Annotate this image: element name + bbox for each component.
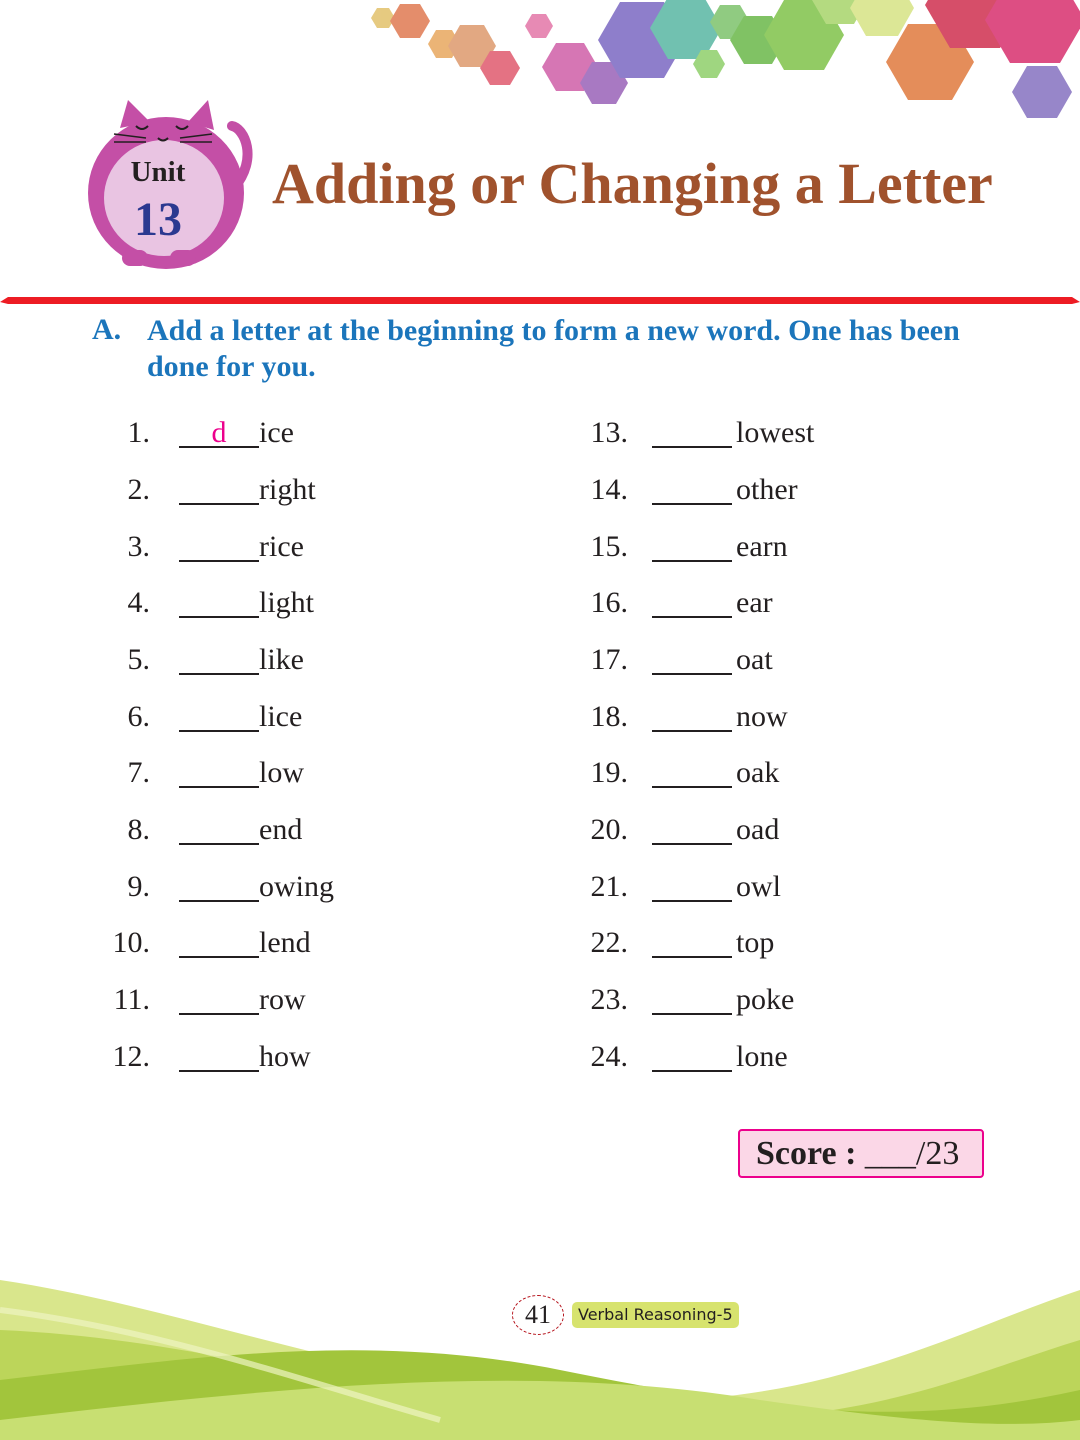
- item-word: oat: [736, 643, 773, 676]
- answer-blank[interactable]: [652, 413, 732, 448]
- item-word: right: [259, 473, 316, 506]
- item-word: light: [259, 586, 315, 619]
- item-number: 9.: [127, 870, 150, 903]
- item-number: 5.: [127, 643, 150, 676]
- score-label: Score :: [756, 1135, 857, 1172]
- answer-blank[interactable]: [652, 753, 732, 788]
- item-word: earn: [736, 530, 788, 563]
- item-number: 12.: [112, 1040, 150, 1073]
- item-word: lone: [736, 1040, 788, 1073]
- item-word: oad: [736, 813, 780, 846]
- exercise-item: [0, 1037, 1000, 1077]
- item-word: row: [259, 983, 306, 1016]
- score-value[interactable]: ___/23: [864, 1135, 960, 1172]
- answer-blank[interactable]: [652, 980, 732, 1015]
- item-word: ice: [259, 416, 294, 449]
- section-instruction: Add a letter at the beginning to form a new word. One has been done for you.: [147, 314, 960, 383]
- title-divider: [0, 296, 1080, 308]
- item-number: 7.: [127, 756, 150, 789]
- page-title: Adding or Changing a Letter: [272, 151, 993, 216]
- item-word: ear: [736, 586, 773, 619]
- exercise-item: [0, 867, 1000, 907]
- answer-blank[interactable]: [652, 867, 732, 902]
- item-number: 14.: [590, 473, 628, 506]
- item-number: 2.: [127, 473, 150, 506]
- item-word: top: [736, 926, 775, 959]
- answer-blank[interactable]: [652, 810, 732, 845]
- item-number: 24.: [590, 1040, 628, 1073]
- page-number: 41: [512, 1295, 564, 1335]
- item-word: rice: [259, 530, 304, 563]
- answer-blank[interactable]: [652, 583, 732, 618]
- item-number: 11.: [113, 983, 150, 1016]
- section-letter: A.: [92, 313, 122, 346]
- item-number: 8.: [127, 813, 150, 846]
- book-title-tag: Verbal Reasoning-5: [572, 1302, 739, 1328]
- item-word: like: [259, 643, 304, 676]
- item-word: how: [259, 1040, 311, 1073]
- item-number: 19.: [590, 756, 628, 789]
- item-word: end: [259, 813, 303, 846]
- item-number: 21.: [590, 870, 628, 903]
- item-word: other: [736, 473, 798, 506]
- item-number: 18.: [590, 700, 628, 733]
- unit-number: 13: [134, 193, 182, 246]
- answer-blank[interactable]: [652, 1037, 732, 1072]
- item-number: 1.: [127, 416, 150, 449]
- item-word: oak: [736, 756, 780, 789]
- item-number: 17.: [590, 643, 628, 676]
- item-number: 23.: [590, 983, 628, 1016]
- answer-blank[interactable]: [652, 470, 732, 505]
- item-word: now: [736, 700, 788, 733]
- exercise-item: [0, 583, 1000, 623]
- answer-blank[interactable]: [652, 923, 732, 958]
- item-word: owl: [736, 870, 781, 903]
- exercise-item: [0, 640, 1000, 680]
- item-word: owing: [259, 870, 334, 903]
- item-word: poke: [736, 983, 795, 1016]
- item-word: lowest: [736, 416, 815, 449]
- exercise-item: [0, 527, 1000, 567]
- exercise-item: [0, 413, 1000, 453]
- exercise-item: [0, 753, 1000, 793]
- score-box: [738, 1129, 984, 1178]
- item-word: low: [259, 756, 304, 789]
- item-number: 13.: [590, 416, 628, 449]
- exercise-item: [0, 980, 1000, 1020]
- item-word: lice: [259, 700, 303, 733]
- item-number: 3.: [127, 530, 150, 563]
- answer-blank[interactable]: [652, 527, 732, 562]
- exercise-item: [0, 697, 1000, 737]
- answer-text: d: [211, 416, 227, 449]
- item-word: lend: [259, 926, 311, 959]
- item-number: 16.: [590, 586, 628, 619]
- exercise-item: [0, 470, 1000, 510]
- item-number: 22.: [590, 926, 628, 959]
- item-number: 20.: [590, 813, 628, 846]
- item-number: 10.: [112, 926, 150, 959]
- item-number: 6.: [127, 700, 150, 733]
- answer-blank[interactable]: [652, 640, 732, 675]
- item-number: 15.: [590, 530, 628, 563]
- unit-label: Unit: [130, 156, 186, 188]
- exercise-item: [0, 810, 1000, 850]
- answer-blank[interactable]: [652, 697, 732, 732]
- exercise-item: [0, 923, 1000, 963]
- item-number: 4.: [127, 586, 150, 619]
